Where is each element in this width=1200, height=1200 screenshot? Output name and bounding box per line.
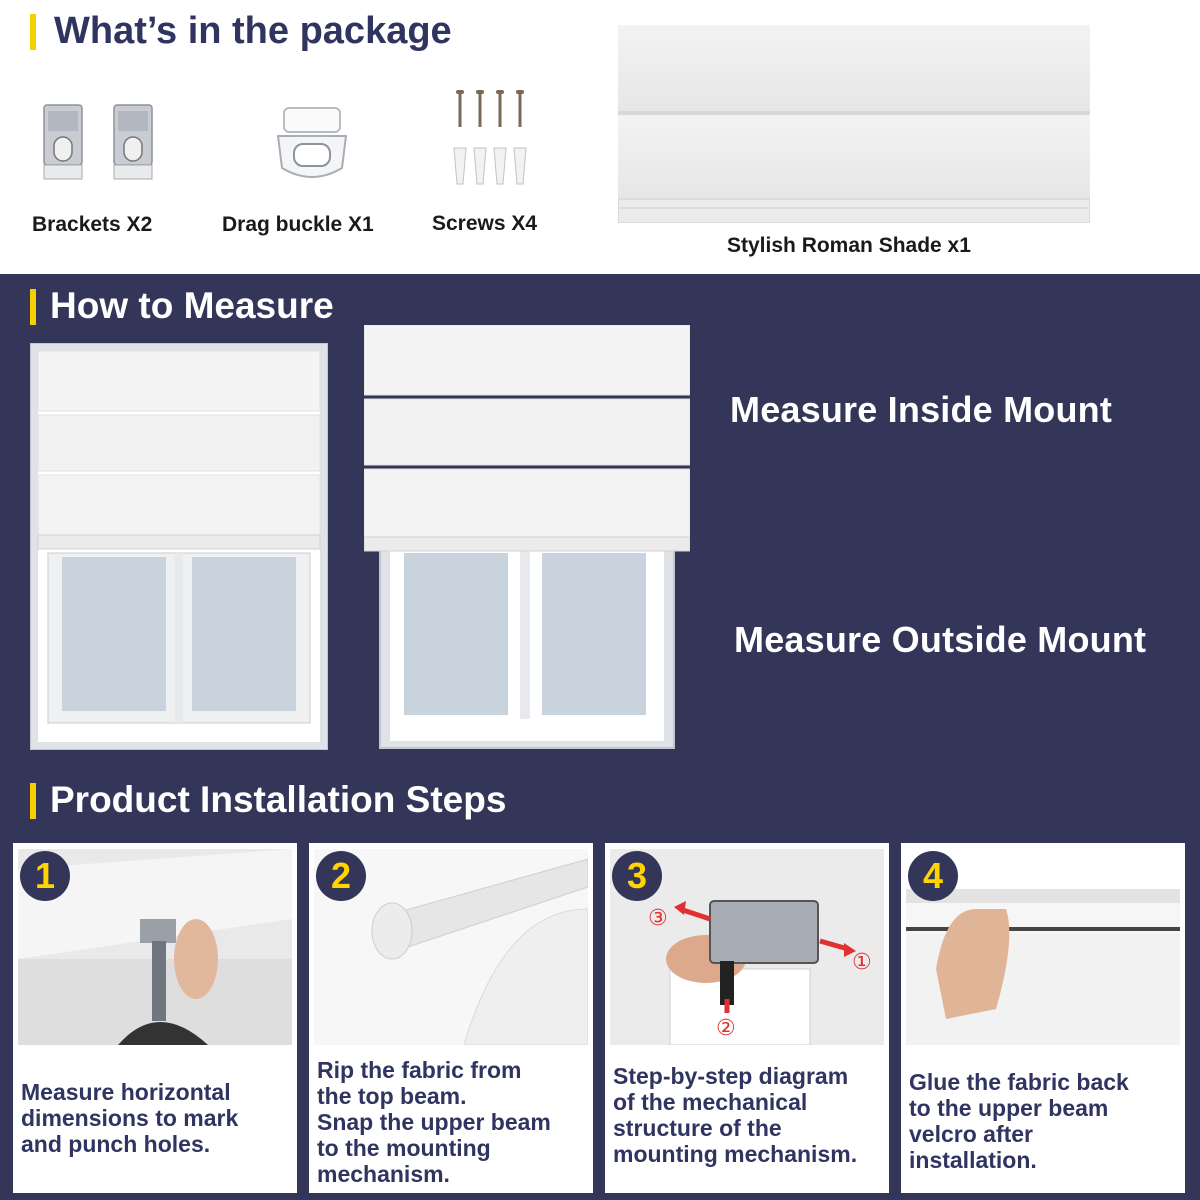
- package-title: What’s in the package: [54, 10, 452, 52]
- step-3-text: Step-by-step diagram of the mechanical structure of the mounting mechanism.: [613, 1063, 858, 1167]
- bracket-image: [42, 103, 84, 181]
- step-card-3: [605, 843, 889, 1193]
- callout-3: ③: [648, 905, 668, 930]
- roman-shade-image: [618, 25, 1090, 223]
- step-number-badge: 1: [20, 851, 70, 901]
- step-number-badge: 2: [316, 851, 366, 901]
- step-4-text: Glue the fabric back to the upper beam velcro after installation.: [909, 1069, 1129, 1173]
- step-3-photo: [610, 849, 884, 1045]
- callout-1: ①: [852, 949, 872, 974]
- step-4-photo: [906, 849, 1180, 1045]
- measure-title-accent: [30, 289, 36, 325]
- drag-buckle-image: [272, 106, 352, 186]
- step-card-2: [309, 843, 593, 1193]
- screws-label: Screws X4: [432, 212, 538, 235]
- screws-image: [440, 88, 544, 188]
- step-2-text: Rip the fabric from the top beam. Snap the upper beam to the mounting mechanism.: [317, 1057, 551, 1187]
- package-title-accent: [30, 14, 36, 50]
- step-number-badge: 3: [612, 851, 662, 901]
- brackets-label: Brackets X2: [32, 213, 153, 236]
- step-card-1: [13, 843, 297, 1193]
- step-1-photo: [18, 849, 292, 1045]
- inside-mount-label: Measure Inside Mount: [730, 389, 1113, 430]
- bracket-image: [112, 103, 154, 181]
- step-1-text: Measure horizontal dimensions to mark and punch holes.: [21, 1079, 239, 1157]
- outside-mount-illustration: [364, 325, 690, 750]
- outside-mount-label: Measure Outside Mount: [734, 619, 1147, 660]
- measure-title: How to Measure: [50, 285, 334, 326]
- installation-title-accent: [30, 783, 36, 819]
- roman-shade-label: Stylish Roman Shade x1: [727, 234, 971, 257]
- step-2-photo: [314, 849, 588, 1045]
- installation-title: Product Installation Steps: [50, 779, 507, 820]
- inside-mount-illustration: [30, 343, 328, 750]
- drag-buckle-label: Drag buckle X1: [222, 213, 374, 236]
- step-number-badge: 4: [908, 851, 958, 901]
- callout-2: ②: [716, 1015, 736, 1040]
- step-card-4: [901, 843, 1185, 1193]
